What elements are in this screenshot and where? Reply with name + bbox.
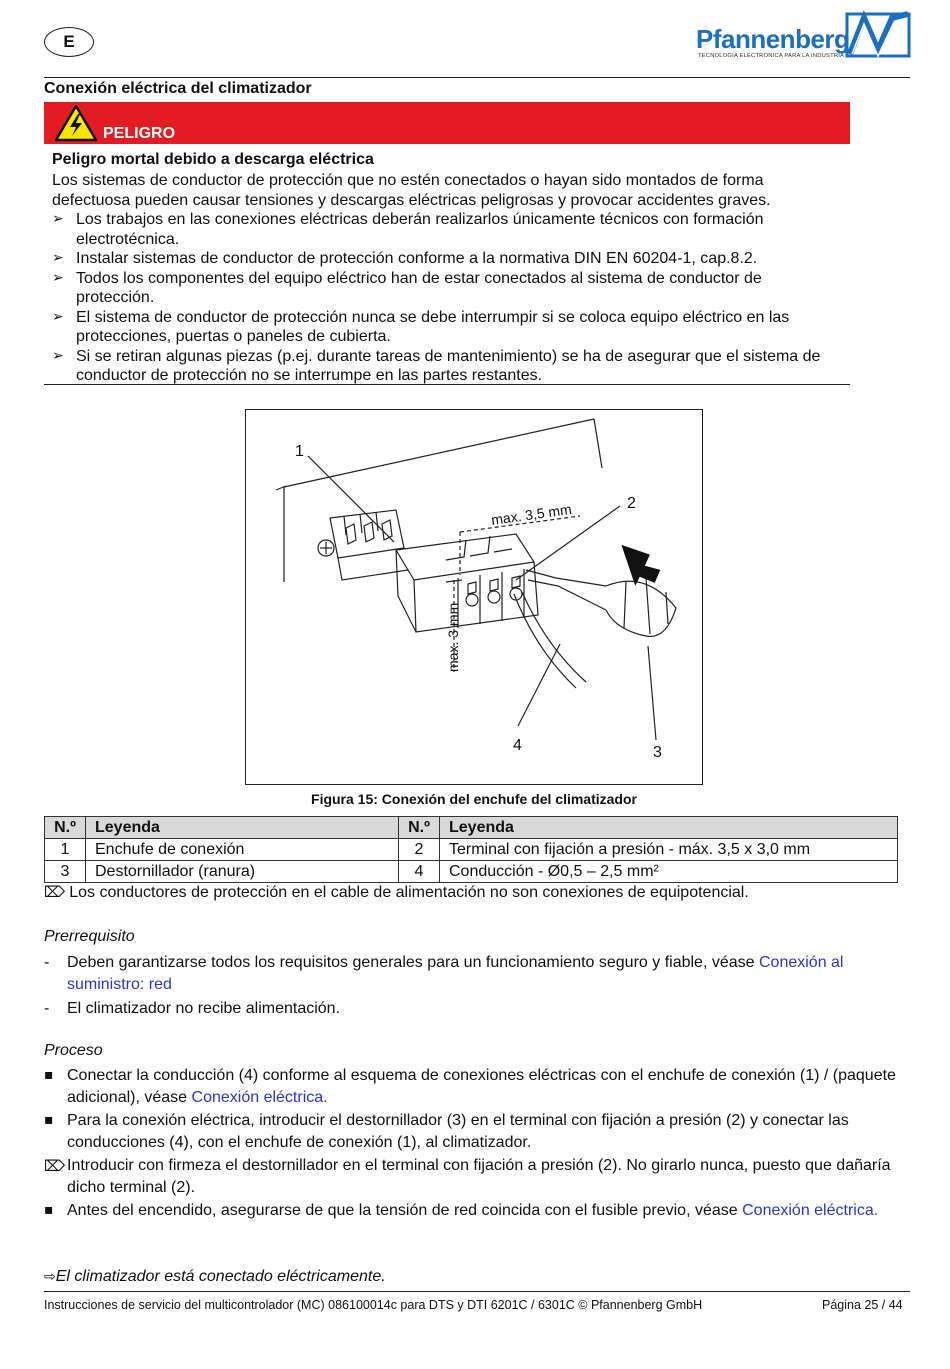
pfannenberg-logo-icon xyxy=(844,10,912,60)
step-text: Conectar la conducción (4) conforme al esquema de conexiones eléctricas con el enchufe de conexión (1) / (paquete adicional), véase xyxy=(67,1067,896,1106)
danger-bullet: ➢ Si se retiran algunas piezas (p.ej. durante tareas de mantenimiento) se ha de asegurar que el sistema de conductor de protección no se interrumpe en las partes restantes. xyxy=(52,347,842,386)
legend-header-label: Leyenda xyxy=(86,817,399,839)
list-item: ▪ Para la conexión eléctrica, introducir el destornillador (3) en el terminal con fijación a presión (2) y conectar las conducciones (4), con el enchufe de conexión (1), al climatizador. xyxy=(44,1110,908,1154)
legend-header-row xyxy=(45,817,898,839)
legend-label: Terminal con fijación a presión - máx. 3,5 x 3,0 mm xyxy=(440,839,898,861)
link-power-supply[interactable]: Conexión al suministro: red xyxy=(67,954,844,993)
danger-bullet: ➢ Instalar sistemas de conductor de protección conforme a la normativa DIN EN 60204-1, cap.8.2. xyxy=(52,249,842,269)
legend-num: 4 xyxy=(399,861,440,883)
step-text: Antes del encendido, asegurarse de que la tensión de red coincida con el fusible previo, véase xyxy=(67,1202,743,1219)
legend-table xyxy=(44,816,898,883)
prerequisite-list xyxy=(44,952,904,1022)
callout-3: 3 xyxy=(653,744,662,761)
table-row xyxy=(45,861,898,883)
list-item xyxy=(44,1155,908,1199)
legend-header-num: N.º xyxy=(399,817,440,839)
legend-label: Destornillador (ranura) xyxy=(86,861,399,883)
prereq-item-text: Deben garantizarse todos los requisitos generales para un funcionamiento seguro y fiable, véase xyxy=(67,954,759,971)
danger-rule xyxy=(44,384,850,385)
note-icon: ⌦ xyxy=(44,1157,66,1175)
list-item xyxy=(44,1200,908,1222)
dimension-vertical: max. 3 mm xyxy=(445,602,461,672)
language-badge: E xyxy=(44,27,94,57)
result-arrow-icon: ⇨ xyxy=(44,1269,56,1285)
page-number: Página 25 / 44 xyxy=(822,1298,903,1312)
note-text: Introducir con firmeza el destornillador en el terminal con fijación a presión (2). No girarlo nunca, puesto que dañaría dicho terminal (2). xyxy=(67,1157,891,1196)
list-item xyxy=(44,1065,908,1109)
footer-rule xyxy=(44,1291,910,1292)
header-rule xyxy=(44,77,910,78)
dimension-horizontal: max. 3,5 mm xyxy=(490,500,573,528)
danger-bullet-list xyxy=(52,210,842,386)
note-text: Los conductores de protección en el cable de alimentación no son conexiones de equipotencial. xyxy=(69,884,749,901)
result-line xyxy=(44,1268,386,1286)
electrical-hazard-icon xyxy=(54,104,98,142)
callout-1: 1 xyxy=(295,443,304,460)
callout-4: 4 xyxy=(513,737,522,754)
link-electrical-connection[interactable]: Conexión eléctrica. xyxy=(742,1202,879,1219)
connector-illustration xyxy=(246,410,701,783)
procedure-list xyxy=(44,1065,908,1223)
note-icon: ⌦ xyxy=(44,883,66,901)
danger-heading: Peligro mortal debido a descarga eléctrica xyxy=(52,151,374,168)
list-item: - El climatizador no recibe alimentación. xyxy=(44,998,904,1020)
link-electrical-connection[interactable]: Conexión eléctrica. xyxy=(191,1089,328,1106)
brand-name: Pfannenberg xyxy=(696,24,850,54)
legend-num: 2 xyxy=(399,839,440,861)
danger-body xyxy=(52,171,842,386)
section-title: Conexión eléctrica del climatizador xyxy=(44,80,312,97)
legend-num: 1 xyxy=(45,839,86,861)
danger-label: PELIGRO xyxy=(103,125,176,142)
legend-num: 3 xyxy=(45,861,86,883)
result-text: El climatizador está conectado eléctricamente. xyxy=(55,1268,386,1285)
brand-tagline: TECNOLOGÍA ELECTRÓNICA PARA LA INDUSTRIA xyxy=(698,53,845,59)
callout-2: 2 xyxy=(627,495,636,512)
legend-label: Conducción - Ø0,5 – 2,5 mm² xyxy=(440,861,898,883)
danger-bullet: ➢ El sistema de conductor de protección nunca se debe interrumpir si se coloca equipo eléctrico en las protecciones, puertas o paneles de cubierta. xyxy=(52,308,842,347)
procedure-heading: Proceso xyxy=(44,1042,103,1059)
danger-intro: Los sistemas de conductor de protección que no estén conectados o hayan sido montados de forma defectuosa pueden causar tensiones y descargas eléctricas peligrosas y provocar accidentes graves. xyxy=(52,172,771,209)
legend-header-num: N.º xyxy=(45,817,86,839)
legend-header-label: Leyenda xyxy=(440,817,898,839)
list-item xyxy=(44,952,904,996)
figure-caption: Figura 15: Conexión del enchufe del climatizador xyxy=(311,791,637,807)
prerequisite-heading: Prerrequisito xyxy=(44,928,135,945)
danger-bullet: ➢ Los trabajos en las conexiones eléctricas deberán realizarlos únicamente técnicos con formación electrotécnica. xyxy=(52,210,842,249)
note-protective-conductors xyxy=(44,883,749,902)
danger-bullet: ➢ Todos los componentes del equipo eléctrico han de estar conectados al sistema de conductor de protección. xyxy=(52,269,842,308)
table-row xyxy=(45,839,898,861)
footer-text: Instrucciones de servicio del multicontrolador (MC) 086100014c para DTS y DTI 6201C / 6301C © Pfannenberg GmbH xyxy=(44,1298,703,1312)
legend-label: Enchufe de conexión xyxy=(86,839,399,861)
